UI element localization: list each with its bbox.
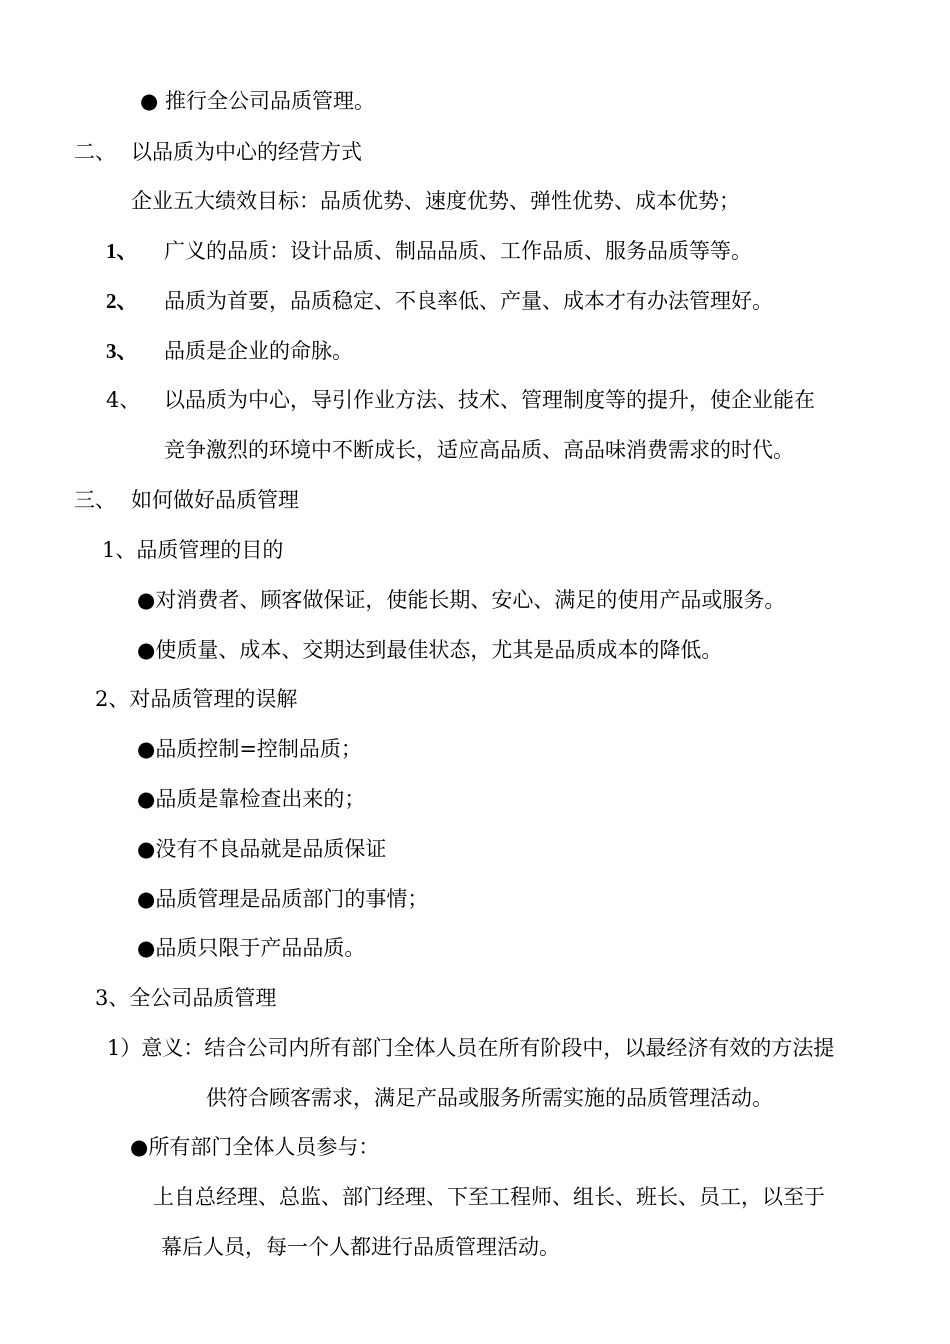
item-1-number: 1、 [106, 239, 138, 263]
item-2-number: 2、 [106, 289, 138, 313]
meaning-paragraph: 1）意义：结合公司内所有部门全体人员在所有阶段中，以最经济有效的方法提 [107, 1036, 835, 1060]
item-1-text: 广义的品质：设计品质、制品品质、工作品质、服务品质等等。 [164, 239, 752, 263]
subsection-3-heading: 3、全公司品质管理 [95, 986, 277, 1010]
section-2-number: 二、 [74, 140, 116, 164]
misconception-bullet-3: ●没有不良品就是品质保证 [137, 837, 387, 861]
misconception-bullet-4: ●品质管理是品质部门的事情； [137, 887, 429, 911]
section-3-number: 三、 [74, 488, 116, 512]
purpose-bullet-1: ●对消费者、顾客做保证，使能长期、安心、满足的使用产品或服务。 [137, 588, 786, 612]
item-3-number: 3、 [106, 339, 138, 363]
purpose-bullet-2: ●使质量、成本、交期达到最佳状态，尤其是品质成本的降低。 [137, 638, 723, 662]
item-4-text: 以品质为中心，导引作业方法、技术、管理制度等的提升，使企业能在 [164, 388, 815, 412]
section-3-heading: 如何做好品质管理 [131, 488, 299, 512]
subsection-2-heading: 2、对品质管理的误解 [95, 687, 298, 711]
participation-bullet: ●所有部门全体人员参与： [130, 1135, 380, 1159]
participation-text: 上自总经理、总监、部门经理、下至工程师、组长、班长、员工，以至于 [153, 1185, 825, 1209]
meaning-paragraph-continued: 供符合顾客需求，满足产品或服务所需实施的品质管理活动。 [206, 1086, 773, 1110]
misconception-bullet-5: ●品质只限于产品品质。 [137, 936, 366, 960]
item-4-text-continued: 竞争激烈的环境中不断成长，适应高品质、高品味消费需求的时代。 [164, 438, 794, 462]
participation-text-continued: 幕后人员，每一个人都进行品质管理活动。 [161, 1235, 560, 1259]
performance-goals-line: 企业五大绩效目标：品质优势、速度优势、弹性优势、成本优势； [131, 189, 740, 213]
subsection-1-heading: 1、品质管理的目的 [102, 538, 284, 562]
item-2-text: 品质为首要，品质稳定、不良率低、产量、成本才有办法管理好。 [164, 289, 773, 313]
item-3-text: 品质是企业的命脉。 [164, 339, 353, 363]
item-4-number: 4、 [106, 388, 141, 412]
bullet-line-company-quality: ● 推行全公司品质管理。 [140, 89, 375, 113]
misconception-bullet-1: ●品质控制=控制品质； [137, 737, 362, 761]
section-2-heading: 以品质为中心的经营方式 [131, 140, 362, 164]
misconception-bullet-2: ●品质是靠检查出来的； [137, 787, 366, 811]
